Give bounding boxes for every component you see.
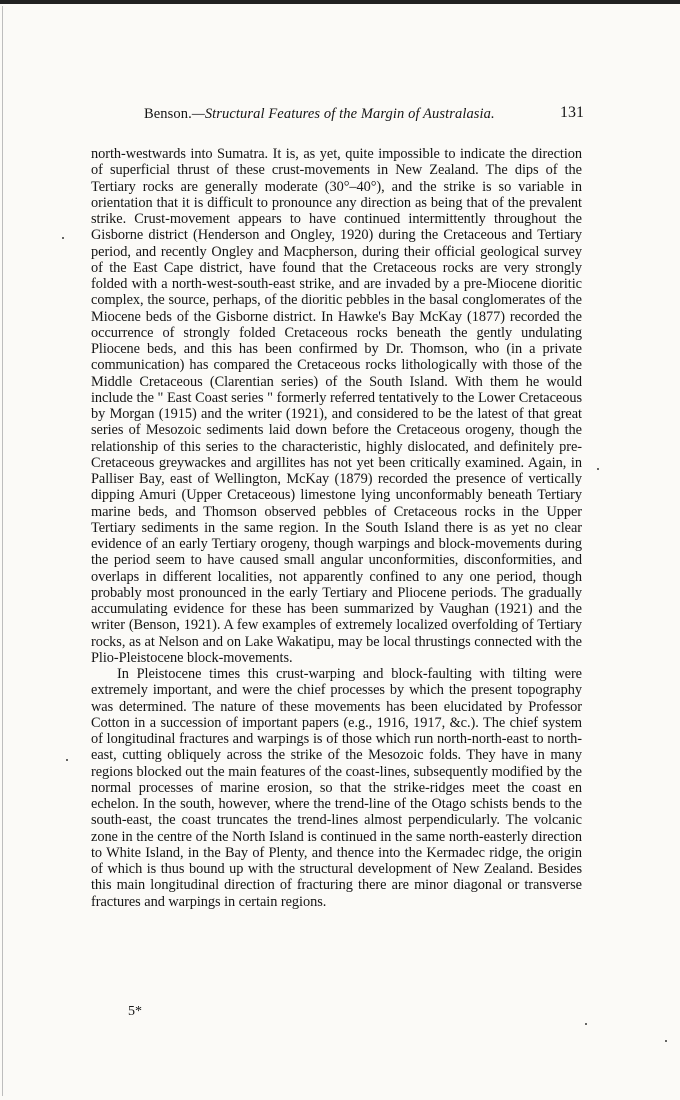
paragraph-2: In Pleistocene times this crust-warping and block-faulting with tilting were extremely important, and were the chief processes by which the present topography was determined. The nature of these movements has been elucidated by Professor Cotton in a succession of important papers (e.g., 1916, 1917, &c.). The chief system of longitudinal fractures and warpings is of those which run north-north-east to north-east, cutting obliquely across the strike of the Mesozoic folds. They have in many regions blocked out the main features of the coast-lines, subsequently modified by the normal processes of marine erosion, so that the strike-ridges meet the coast en echelon. In the south, however, where the trend-line of the Otago schists bends to the south-east, the coast truncates the trend-lines almost perpendicularly. The volcanic zone in the centre of the North Island is continued in the same north-easterly direction to White Island, in the Bay of Plenty, and thence into the Kermadec ridge, the origin of which is thus bound up with the structural development of New Zealand. Besides this main longitudinal direction of fracturing there are minor diagonal or transverse fractures and warpings in certain regions. [91,666,582,910]
header-title: —Structural Features of the Margin of Australasia. [191,106,495,122]
signature-mark: 5* [128,1004,142,1019]
running-title [144,106,495,123]
top-border-rule [0,0,680,4]
header-author: Benson. [144,106,192,122]
scan-speck [585,1023,587,1025]
scan-speck [66,759,68,761]
paragraph-1: north-westwards into Sumatra. It is, as yet, quite impossible to indicate the direction of superficial thrust of these crust-movements in New Zealand. The dips of the Tertiary rocks are generally moderate (30°–40°), and the strike is so variable in orientation that it is difficult to pronounce any direction as being that of the prevalent strike. Crust-movement appears to have continued intermittently throughout the Gisborne district (Henderson and Ongley, 1920) during the Cretaceous and Tertiary period, and recently Ongley and Macpherson, during their official geological survey of the East Cape district, have found that the Cretaceous rocks are very strongly folded with a north-west-south-east strike, and are invaded by a pre-Miocene dioritic complex, the source, perhaps, of the dioritic pebbles in the basal conglomerates of the Miocene beds of the Gisborne district. In Hawke's Bay McKay (1877) recorded the occurrence of strongly folded Cretaceous rocks beneath the gently undulating Pliocene beds, and this has been confirmed by Dr. Thomson, who (in a private communication) has compared the Cretaceous rocks lithologically with those of the Middle Cretaceous (Clarentian series) of the South Island. With them he would include the " East Coast series " formerly referred tentatively to the Lower Cretaceous by Morgan (1915) and the writer (1921), and considered to be the latest of that great series of Mesozoic sediments laid down before the Cretaceous orogeny, though the relationship of this series to the characteristic, highly dislocated, and definitely pre-Cretaceous greywackes and argillites has not yet been critically examined. Again, in Palliser Bay, east of Wellington, McKay (1879) recorded the presence of vertically dipping Amuri (Upper Cretaceous) limestone lying unconformably beneath Tertiary marine beds, and Thomson observed pebbles of Cretaceous rocks in the Upper Tertiary sediments in the same region. In the South Island there is as yet no clear evidence of an early Tertiary orogeny, though warpings and block-movements during the period seem to have caused small angular unconformities, disconformities, and overlaps in different localities, not apparently confined to any one period, though probably most pronounced in the early Tertiary and Pliocene periods. The gradually accumulating evidence for these has been summarized by Vaughan (1921) and the writer (Benson, 1921). A few examples of extremely localized overfolding of Tertiary rocks, as at Nelson and on Lake Wakatipu, may be local thrustings connected with the Plio-Pleistocene block-movements. [91,146,582,666]
running-header [60,104,584,126]
scan-speck [62,237,64,239]
page-number: 131 [560,104,584,121]
body-text [91,146,582,910]
page-edge-line [2,6,3,1096]
scan-speck [597,468,599,470]
scan-speck [665,1040,667,1042]
